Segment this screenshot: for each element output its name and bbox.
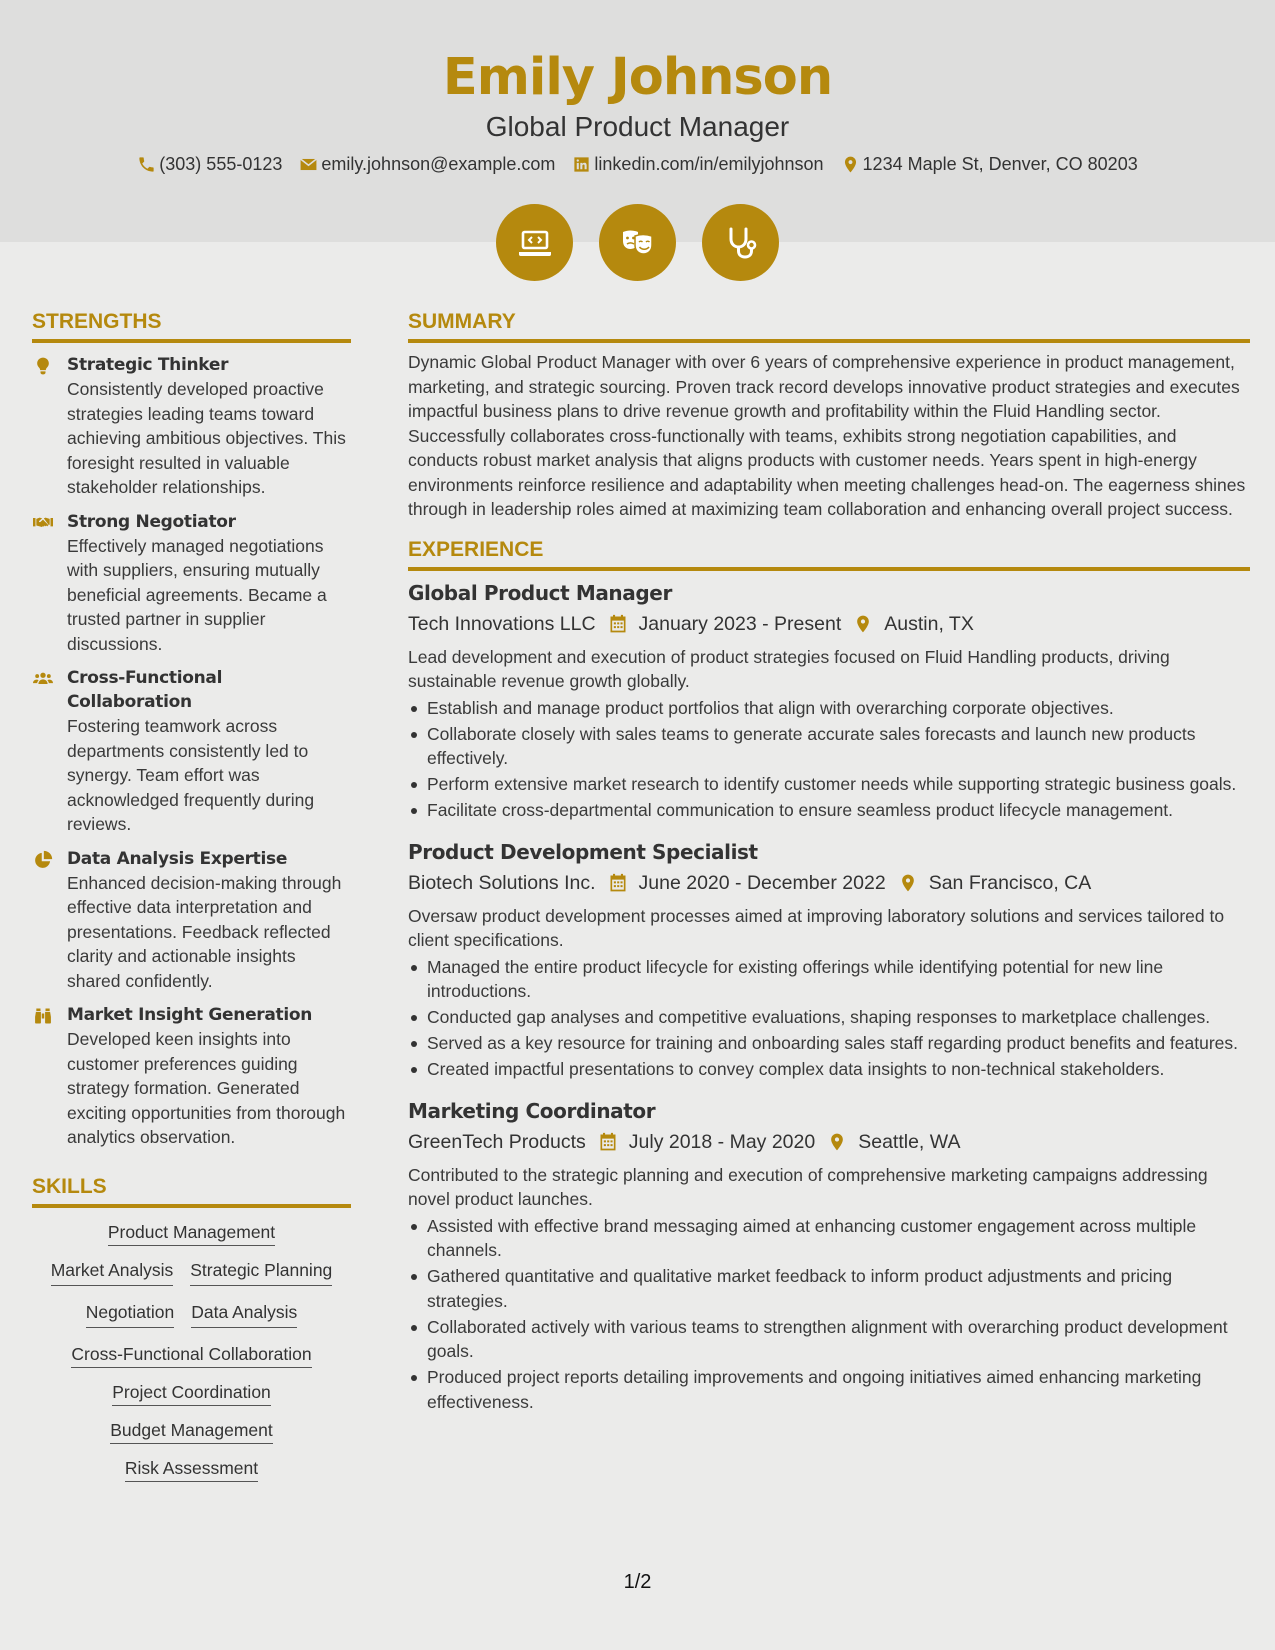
strength-desc: Fostering teamwork across departments consistently led to synergy. Team effort was acknowledged frequently during reviews. [67, 716, 315, 834]
strength-desc: Developed keen insights into customer preferences guiding strategy formation. Generated exciting opportunities from thorough analytics observation. [67, 1029, 346, 1147]
linkedin-text: linkedin.com/in/emilyjohnson [594, 154, 824, 174]
strength-desc: Consistently developed proactive strategies leading teams toward achieving ambitious objectives. This foresight resulted in valuable stakeholder relationships. [67, 379, 346, 497]
skills-list [32, 1220, 351, 1480]
summary-heading: SUMMARY [408, 307, 1250, 343]
job-location: Seattle, WA [858, 1130, 961, 1153]
job-bullet: Produced project reports detailing improvements and ongoing initiatives aimed enhancing marketing effectiveness. [408, 1365, 1250, 1414]
job-title: Marketing Coordinator [408, 1098, 656, 1123]
laptop-code-icon [515, 223, 555, 263]
envelope-icon [299, 155, 318, 174]
left-column [32, 307, 351, 1480]
binoculars-icon [32, 1006, 54, 1026]
job-meta [408, 869, 1250, 897]
theater-masks-icon [618, 223, 658, 263]
job-meta [408, 1128, 1250, 1156]
contact-phone[interactable] [137, 151, 282, 177]
job-location: Austin, TX [884, 612, 974, 635]
strength-title: Strong Negotiator [67, 511, 236, 532]
strength-item [32, 666, 351, 837]
page-number: 1/2 [623, 1571, 652, 1593]
strength-item [32, 510, 351, 657]
strength-title: Cross-Functional Collaboration [67, 668, 223, 712]
job-entry [408, 579, 1250, 823]
contact-email[interactable] [299, 151, 555, 177]
email-text: emily.johnson@example.com [321, 154, 556, 174]
handshake-icon [32, 513, 54, 533]
calendar-icon [598, 1132, 618, 1152]
strength-title: Data Analysis Expertise [67, 848, 288, 869]
location-pin-icon [898, 873, 918, 893]
job-description: Oversaw product development processes aimed at improving laboratory solutions and services tailored to client specifications. [408, 905, 1225, 950]
job-bullet: Collaborated actively with various teams to strengthen alignment with overarching product development goals. [408, 1315, 1250, 1364]
strength-desc: Enhanced decision-making through effective data interpretation and presentations. Feedback reflected clarity and actionable insights shared confidently. [67, 872, 342, 991]
job-bullets [408, 955, 1250, 1082]
candidate-name: Emily Johnson [442, 48, 833, 107]
location-pin-icon [827, 1132, 847, 1152]
candidate-role: Global Product Manager [485, 111, 790, 142]
company-name: Biotech Solutions Inc. [408, 871, 596, 894]
skill-tag: Budget Management [38, 1418, 345, 1442]
contact-address [841, 151, 1138, 177]
job-dates: June 2020 - December 2022 [638, 871, 886, 894]
skill-tag: Market Analysis [51, 1258, 174, 1286]
strength-item [32, 847, 351, 994]
strength-item [32, 353, 351, 500]
job-bullets [408, 696, 1250, 823]
job-location: San Francisco, CA [928, 871, 1092, 894]
interest-badges [0, 204, 1275, 281]
phone-text: (303) 555-0123 [159, 154, 283, 174]
skill-tag: Data Analysis [191, 1300, 297, 1328]
job-bullet: Collaborate closely with sales teams to generate accurate sales forecasts and launch new products effectively. [408, 722, 1250, 771]
badge-laptop [496, 204, 573, 281]
job-bullet: Facilitate cross-departmental communication to ensure seamless product lifecycle management. [408, 798, 1250, 823]
job-bullet: Served as a key resource for training and onboarding sales staff regarding product benefits and features. [408, 1031, 1250, 1056]
right-column [408, 307, 1250, 1416]
job-bullets [408, 1214, 1250, 1415]
badge-masks [599, 204, 676, 281]
badge-stethoscope [702, 204, 779, 281]
contact-linkedin[interactable] [572, 151, 823, 177]
company-name: GreenTech Products [408, 1130, 586, 1153]
lightbulb-icon [32, 356, 54, 376]
pie-chart-icon [32, 850, 54, 870]
job-entry [408, 838, 1250, 1082]
job-bullet: Created impactful presentations to convey complex data insights to non-technical stakeholders. [408, 1057, 1250, 1082]
job-description: Contributed to the strategic planning and execution of comprehensive marketing campaigns addressing novel product launches. [408, 1164, 1208, 1209]
phone-icon [137, 155, 156, 174]
job-bullet: Gathered quantitative and qualitative market feedback to inform product adjustments and pricing strategies. [408, 1264, 1250, 1313]
strength-item [32, 1003, 351, 1150]
linkedin-icon [572, 155, 591, 174]
strength-title: Strategic Thinker [67, 355, 229, 375]
job-dates: January 2023 - Present [638, 612, 842, 635]
strength-title: Market Insight Generation [67, 1005, 313, 1025]
job-description: Lead development and execution of product strategies focused on Fluid Handling products, driving sustainable revenue growth globally. [408, 646, 1170, 691]
location-pin-icon [841, 155, 860, 174]
job-dates: July 2018 - May 2020 [628, 1130, 816, 1153]
summary-text: Dynamic Global Product Manager with over 6 years of comprehensive experience in product management, marketing, and strategic sourcing. Proven track record develops innovative product strategies and executes impactful business plans to drive revenue growth and profitability within the Fluid Handling sector. Successfully collaborates cross-functionally with teams, exhibits strong negotiation capabilities, and conducts robust market analysis that aligns products with customer needs. Years spent in high-energy environments reinforce resilience and adaptability when meeting challenges head-on. The eagerness shines through in leadership roles aimed at maximizing team collaboration and enhancing overall project success. [408, 352, 1246, 519]
job-title: Product Development Specialist [408, 839, 758, 864]
experience-heading: EXPERIENCE [408, 535, 1250, 571]
skill-tag: Cross-Functional Collaboration [38, 1342, 345, 1366]
job-meta [408, 610, 1250, 638]
company-name: Tech Innovations LLC [408, 612, 596, 635]
address-text: 1234 Maple St, Denver, CO 80203 [862, 154, 1138, 174]
skill-tag: Negotiation [86, 1300, 175, 1328]
stethoscope-icon [721, 223, 761, 263]
skill-tag: Strategic Planning [190, 1258, 332, 1286]
skill-tag: Risk Assessment [38, 1456, 345, 1480]
skills-heading: SKILLS [32, 1172, 351, 1208]
calendar-icon [608, 614, 628, 634]
strength-desc: Effectively managed negotiations with suppliers, ensuring mutually beneficial agreements. Became a trusted partner in supplier discussions. [67, 535, 327, 654]
skill-tag: Project Coordination [38, 1380, 345, 1404]
users-icon [32, 669, 54, 689]
job-bullet: Perform extensive market research to identify customer needs while supporting strategic business goals. [408, 772, 1250, 797]
job-bullet: Assisted with effective brand messaging aimed at enhancing customer engagement across multiple channels. [408, 1214, 1250, 1263]
job-title: Global Product Manager [408, 580, 672, 605]
location-pin-icon [853, 614, 873, 634]
skill-tag: Product Management [38, 1220, 345, 1244]
job-bullet: Conducted gap analyses and competitive evaluations, shaping responses to marketplace challenges. [408, 1005, 1250, 1030]
job-entry [408, 1097, 1250, 1415]
job-bullet: Establish and manage product portfolios that align with overarching corporate objectives. [408, 696, 1250, 721]
strengths-heading: STRENGTHS [32, 307, 351, 343]
job-bullet: Managed the entire product lifecycle for existing offerings while identifying potential for new line introductions. [408, 955, 1250, 1004]
calendar-icon [608, 873, 628, 893]
contact-bar [0, 151, 1275, 177]
